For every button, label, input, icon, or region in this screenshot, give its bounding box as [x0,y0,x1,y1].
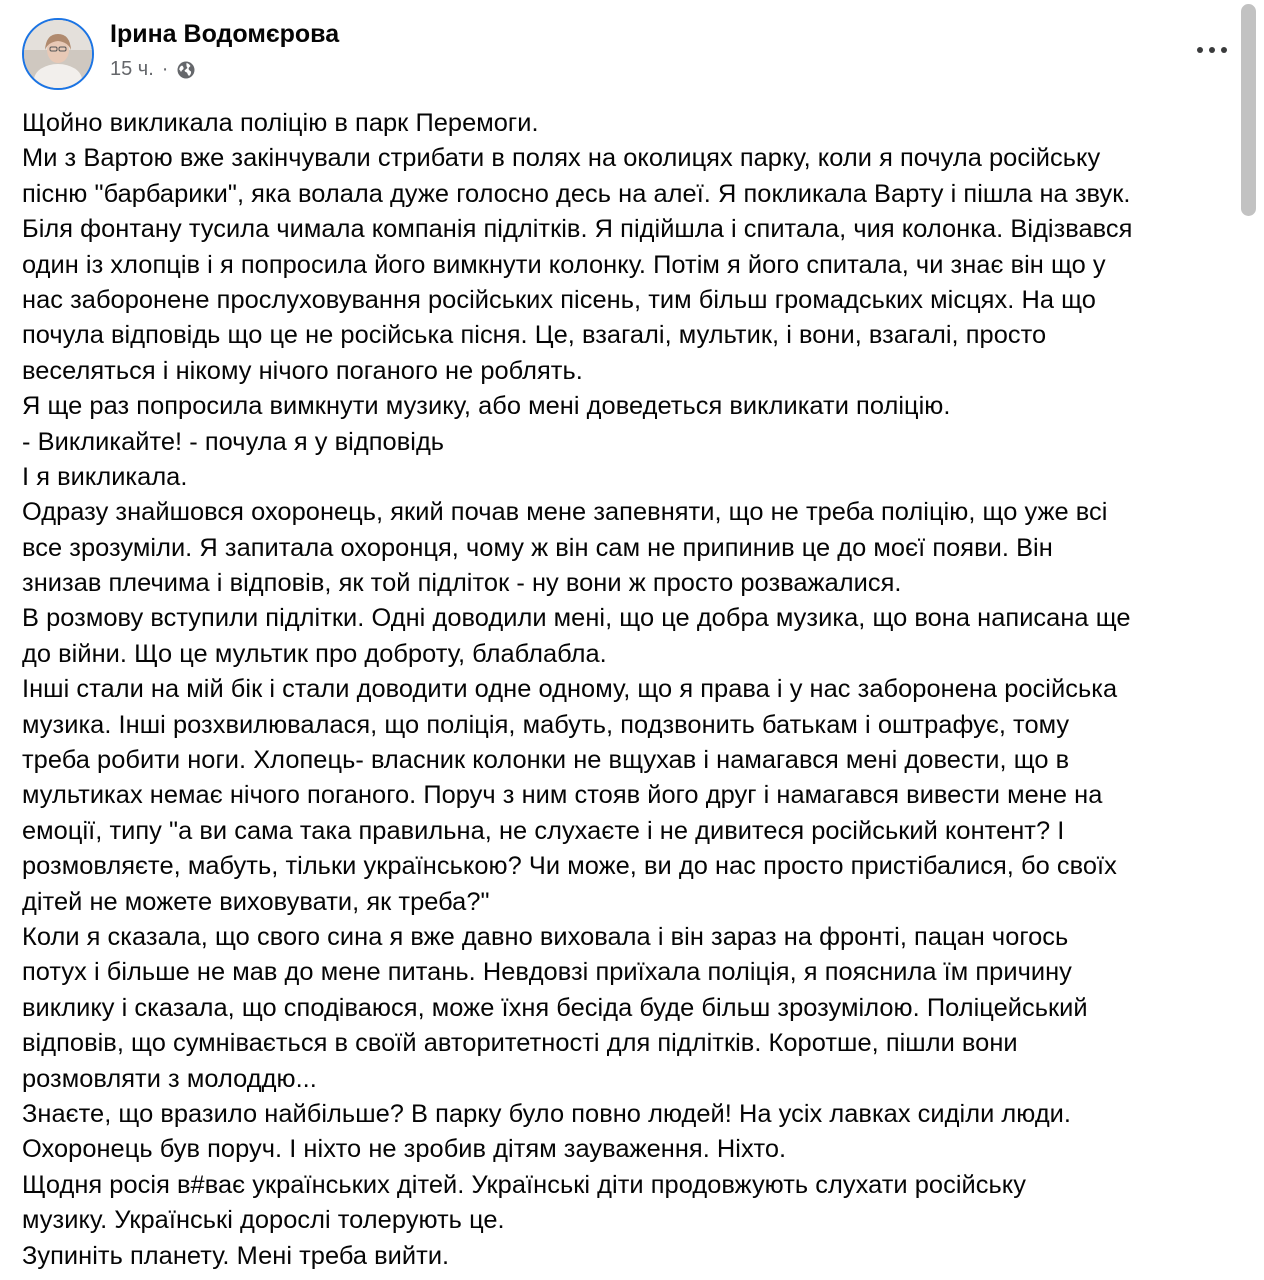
post-text-line: музику. Українські дорослі толерують це. [22,1206,505,1235]
post-text-line: Щойно викликала поліцію в парк Перемоги. [22,109,539,137]
post-text-line: нас заборонене прослуховування російських пісень, тим більш громадських місцях. На що [22,285,1096,314]
post-text-line: дітей не можете виховувати, як треба?" [22,887,490,916]
post-text-line: Охоронець був поруч. І ніхто не зробив дітям зауваження. Ніхто. [22,1135,787,1164]
post-text-line: відповів, що сумнівається в своїй авторитетності для підлітків. Коротше, пішли вони [22,1029,1018,1058]
globe-icon[interactable] [176,60,196,80]
post-text-line: веселяться і нікому нічого поганого не роблять. [22,356,583,385]
post-text-line: до війни. Що це мультик про доброту, блаблабла. [22,639,607,668]
author-avatar[interactable] [22,18,94,90]
post-text-line: І я викликала. [22,462,188,491]
post-text-line: емоції, типу "а ви сама така правильна, не слухаєте і не дивитеся російський контент? І [22,816,1065,845]
post-body-text [22,106,1240,1274]
post-text-line: розмовляєте, мабуть, тільки українською? Чи може, ви до нас просто пристібалися, бо своїх [22,852,1117,881]
post-header [22,18,1232,90]
post-text-line: один із хлопців і я попросила його вимкнути колонку. Потім я його спитала, чи знає він що у [22,250,1106,279]
post-text-line: все зрозуміли. Я запитала охоронця, чому ж він сам не припинив це до моєї появи. Він [22,533,1053,562]
post-text-line: треба робити ноги. Хлопець- власник колонки не вщухав і намагався мені довести, що в [22,746,1070,775]
post-text-line: мультиках немає нічого поганого. Поруч з ним стояв його друг і намагався вивести мене на [22,781,1103,810]
more-options-button[interactable] [1192,36,1232,64]
post-meta [110,58,196,81]
post-text-line: - Викликайте! - почула я у відповідь [22,427,445,456]
scrollbar-thumb[interactable] [1241,4,1256,216]
post-text-line: музика. Інші розхвилювалася, що поліція, мабуть, подзвонить батькам і оштрафує, тому [22,710,1070,739]
author-name[interactable]: Ірина Водомєрова [110,20,340,48]
more-horizontal-icon [1221,47,1227,53]
post-text-line: Зупиніть планету. Мені треба вийти. [22,1241,450,1270]
scrollbar[interactable] [1238,0,1264,1280]
post-text-line: Біля фонтану тусила чимала компанія підлітків. Я підійшла і спитала, чия колонка. Відізвався [22,215,1133,244]
post-text-line: знизав плечима і відповів, як той підліток - ну вони ж просто розважалися. [22,569,902,598]
post-text-line: Інші стали на мій бік і стали доводити одне одному, що я права і у нас заборонена російська [22,675,1118,704]
post-text-line: Щодня росія в#ває українських дітей. Українські діти продовжують слухати російську [22,1170,1026,1199]
post-text-line: В розмову вступили підлітки. Одні доводили мені, що це добра музика, що вона написана ще [22,604,1131,633]
post-text-line: Одразу знайшовся охоронець, який почав мене запевняти, що не треба поліцію, що уже всі [22,498,1108,527]
post-text-line: Я ще раз попросила вимкнути музику, або мені доведеться викликати поліцію. [22,392,951,421]
more-horizontal-icon [1197,47,1203,53]
post-text-line: розмовляти з молоддю... [22,1064,317,1093]
post-time[interactable]: 15 ч. [110,58,154,80]
post-text-line: Коли я сказала, що свого сина я вже давно виховала і він зараз на фронті, пацан чогось [22,922,1069,951]
post-text-line: почула відповідь що це не російська пісня. Це, взагалі, мультик, і вони, взагалі, просто [22,321,1047,350]
post-text-line: виклику і сказала, що сподіваюся, може їхня бесіда буде більш зрозумілою. Поліцейський [22,993,1088,1022]
post-text-line: пісню "барбарики", яка волала дуже голосно десь на алеї. Я покликала Варту і пішла на звук. [22,179,1131,208]
post-text-line: потух і більше не мав до мене питань. Невдовзі приїхала поліція, я пояснила їм причину [22,958,1072,987]
meta-separator: · [161,58,169,80]
more-horizontal-icon [1209,47,1215,53]
post-text-line: Знаєте, що вразило найбільше? В парку було повно людей! На усіх лавках сиділи люди. [22,1099,1072,1128]
avatar-photo [24,20,92,88]
post-text-line: Ми з Вартою вже закінчували стрибати в полях на околицях парку, коли я почула російську [22,144,1101,173]
